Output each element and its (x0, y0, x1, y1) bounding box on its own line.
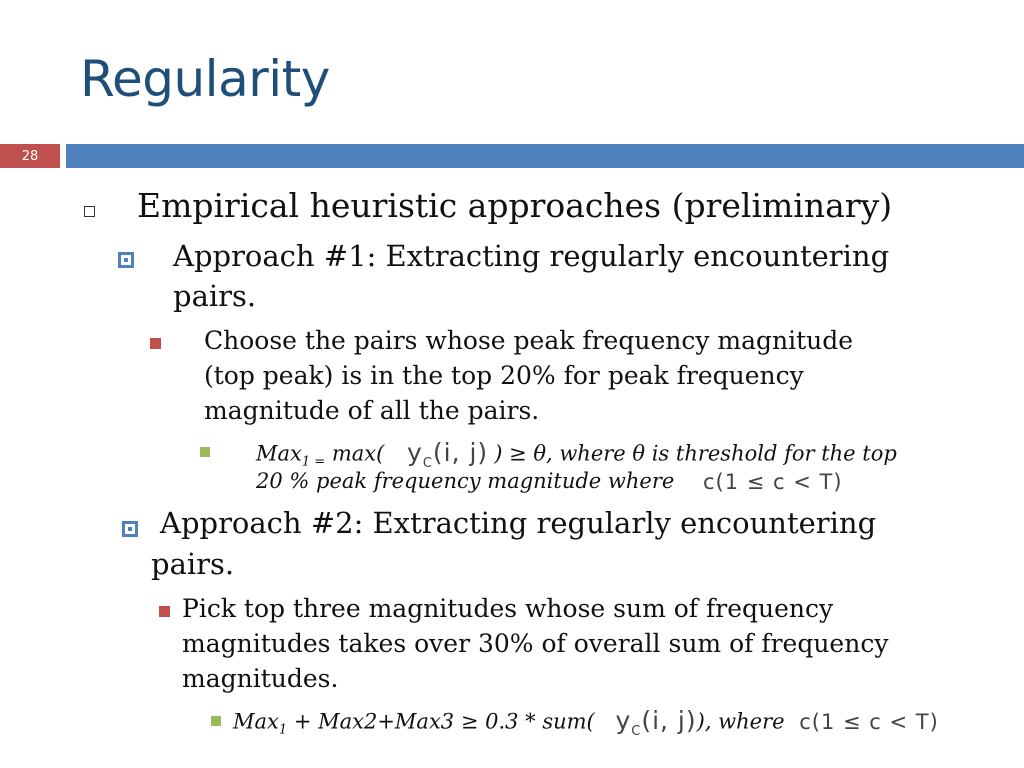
approach1-sub-line2: (top peak) is in the top 20% for peak frequency (204, 361, 804, 390)
c-range-formula-image: c(1 ≤ c < T) (703, 469, 843, 494)
formula-max-label: Max (256, 441, 302, 466)
formula-max-func: max( (325, 441, 385, 466)
header-bar (66, 144, 1024, 168)
approach1-line1: Approach #1: Extracting regularly encountering (173, 239, 890, 273)
bullet-green-square-icon (200, 447, 210, 457)
c-range-formula-image: c(1 ≤ c < T) (799, 710, 939, 735)
slide-title: Regularity (80, 50, 330, 108)
formula-sum-text: + Max2+Max3 ≥ 0.3 * sum( (287, 709, 595, 734)
formula-condition-text: ) ≥ θ, where θ is threshold for the top (494, 441, 897, 466)
bullet-green-square-icon (211, 716, 221, 726)
bullet-open-square-icon (84, 206, 95, 217)
formula-line2-text: 20 % peak frequency magnitude where (256, 469, 675, 493)
approach1-formula-line2 (256, 469, 843, 495)
formula-max-label: Max (233, 709, 279, 734)
approach1-formula-line1 (256, 438, 897, 472)
approach2-line1: Approach #2: Extracting regularly encountering (160, 506, 877, 540)
formula-where-text: ), where (696, 709, 785, 734)
bullet-red-square-icon (150, 338, 161, 349)
approach2-sub-line2: magnitudes takes over 30% of overall sum of frequency (182, 629, 889, 658)
yc-ij-formula-image: $y_C(i$, j) (407, 438, 489, 471)
approach1-sub-line1: Choose the pairs whose peak frequency magnitude (204, 326, 854, 355)
yc-ij-formula-image: $y_C(i$, j) (615, 706, 697, 739)
bullet-blue-square-icon (118, 252, 134, 268)
approach2-sub-line1: Pick top three magnitudes whose sum of frequency (182, 594, 834, 623)
approach1-sub-line3: magnitude of all the pairs. (204, 396, 540, 425)
approach2-line2: pairs. (151, 547, 235, 581)
formula-max-subscript: 1 = (301, 454, 326, 470)
approach2-sub-line3: magnitudes. (182, 664, 339, 693)
approach2-formula-line (233, 706, 939, 740)
bullet-blue-square-icon (122, 521, 138, 537)
slide-number: 28 (0, 144, 60, 168)
bullet-red-square-icon (159, 606, 170, 617)
approach1-line2: pairs. (173, 279, 257, 313)
bullet-level1-text: Empirical heuristic approaches (preliminary) (137, 186, 893, 225)
formula-max-subscript: 1 (278, 722, 288, 738)
